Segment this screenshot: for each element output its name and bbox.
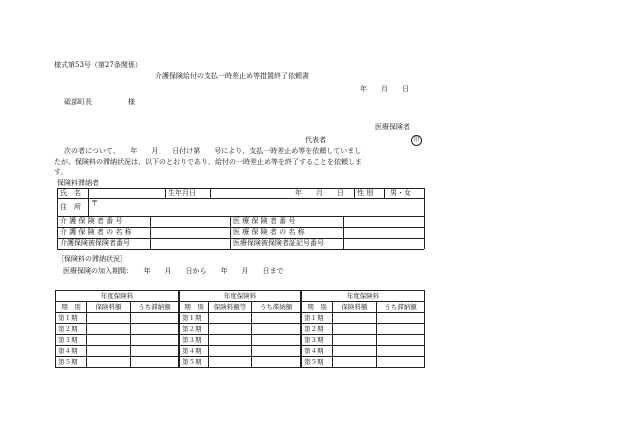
sex-label: 性 別 bbox=[357, 189, 374, 197]
period-label: 第４期 bbox=[56, 346, 87, 357]
payment-table-2 bbox=[179, 290, 301, 368]
addressee: 砥部町長 bbox=[64, 98, 92, 106]
period-label: 第３期 bbox=[56, 335, 87, 346]
payment-table-title: 年度保険料 bbox=[180, 291, 301, 302]
table-row bbox=[180, 346, 301, 357]
iryo-insurer-name-label: 医 療 保 険 者 の 名 称 bbox=[233, 228, 305, 236]
col-amount: 保険料額 bbox=[87, 302, 131, 313]
iryo-insurer-number-label: 医 療 保 険 者 番 号 bbox=[233, 217, 296, 225]
dob-label: 生年月日 bbox=[168, 189, 196, 197]
col-period: 期 別 bbox=[180, 302, 209, 313]
period-label: 第１期 bbox=[56, 313, 87, 324]
table-row bbox=[302, 335, 425, 346]
sex-value: 男・女 bbox=[390, 189, 411, 197]
enrollment-period: 医療保険の加入期間： 年 月 日から 年 月 日まで bbox=[63, 267, 284, 275]
name-label: 氏 名 bbox=[60, 189, 81, 197]
delinquent-section-label: 保険料滞納者 bbox=[57, 179, 99, 187]
iryo-insured-number-label: 医療保険被保険者証記号番号 bbox=[233, 239, 324, 247]
payment-table-title: 年度保険料 bbox=[302, 291, 425, 302]
period-label: 第５期 bbox=[180, 357, 209, 368]
dob-value: 年 月 日 bbox=[295, 189, 344, 197]
status-label: ［保険料の滞納状況］ bbox=[57, 255, 127, 263]
col-period: 期 別 bbox=[302, 302, 333, 313]
seal-mark: 印 bbox=[411, 135, 422, 146]
addressee-suffix: 様 bbox=[128, 98, 135, 106]
table-row bbox=[302, 346, 425, 357]
period-label: 第５期 bbox=[302, 357, 333, 368]
document-title: 介護保険給付の支払一時差止め等措置終了依頼書 bbox=[155, 72, 309, 80]
insurer-label: 医療保険者 bbox=[375, 123, 410, 131]
col-period: 期 別 bbox=[56, 302, 87, 313]
col-delinquent: うち滞納額 bbox=[252, 302, 301, 313]
col-delinquent: うち滞納額 bbox=[377, 302, 425, 313]
table-row bbox=[302, 357, 425, 368]
period-label: 第２期 bbox=[56, 324, 87, 335]
kaigo-insured-number-label: 介護保険被保険者番号 bbox=[60, 239, 130, 247]
period-label: 第２期 bbox=[302, 324, 333, 335]
col-amount: 保険料額 bbox=[333, 302, 377, 313]
table-row bbox=[180, 357, 301, 368]
period-label: 第１期 bbox=[302, 313, 333, 324]
payment-table-title: 年度保険料 bbox=[56, 291, 179, 302]
table-row bbox=[56, 357, 179, 368]
table-row bbox=[180, 335, 301, 346]
table-row bbox=[56, 346, 179, 357]
period-label: 第１期 bbox=[180, 313, 209, 324]
kaigo-insurer-name-label: 介 護 保 険 者 の 名 称 bbox=[60, 228, 132, 236]
period-label: 第５期 bbox=[56, 357, 87, 368]
table-row bbox=[56, 313, 179, 324]
period-label: 第２期 bbox=[180, 324, 209, 335]
col-delinquent: うち滞納額 bbox=[131, 302, 179, 313]
body-text-line-1: 次の者について、 年 月 日付け第 号により、支払一時差止め等を依頼していまし bbox=[64, 147, 362, 155]
payment-table-1 bbox=[55, 290, 179, 368]
body-text-line-3: す。 bbox=[54, 168, 68, 176]
postal-mark: 〒 bbox=[91, 199, 98, 207]
period-label: 第４期 bbox=[180, 346, 209, 357]
date-line: 年 月 日 bbox=[360, 85, 409, 93]
table-row bbox=[180, 324, 301, 335]
payment-table-3 bbox=[301, 290, 425, 368]
period-label: 第４期 bbox=[302, 346, 333, 357]
table-row bbox=[56, 335, 179, 346]
table-row bbox=[180, 313, 301, 324]
representative-label: 代表者 bbox=[305, 136, 326, 144]
address-label: 住 所 bbox=[60, 203, 81, 211]
period-label: 第３期 bbox=[180, 335, 209, 346]
table-row bbox=[56, 324, 179, 335]
kaigo-insurer-number-label: 介 護 保 険 者 番 号 bbox=[60, 217, 123, 225]
form-id: 様式第53号（第27条関係） bbox=[54, 61, 142, 69]
table-row bbox=[302, 313, 425, 324]
table-row bbox=[302, 324, 425, 335]
period-label: 第３期 bbox=[302, 335, 333, 346]
body-text-line-2: たが、保険料の滞納状況は、以下のとおりであり、給付の一時差止め等を終了することを依頼しま bbox=[54, 158, 362, 166]
col-amount: 保険料額等 bbox=[209, 302, 252, 313]
